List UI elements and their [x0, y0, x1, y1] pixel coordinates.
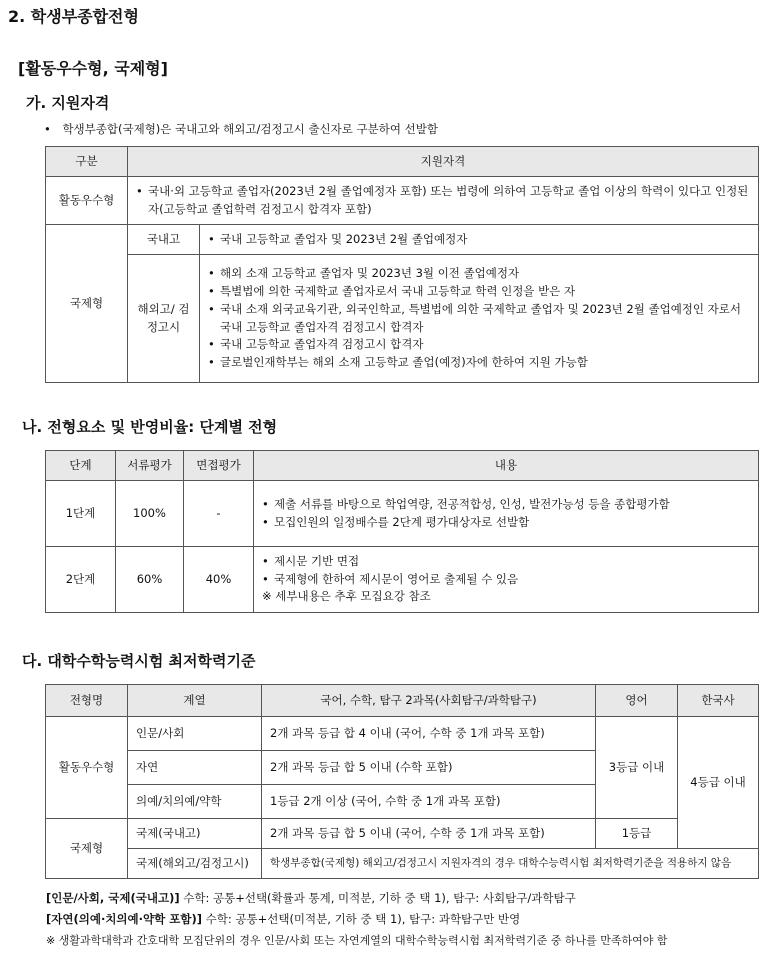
- stage-header-doc: 서류평가: [116, 451, 184, 481]
- csat-header-track: 전형명: [46, 685, 128, 717]
- eligibility-header-qualification: 지원자격: [128, 147, 759, 177]
- csat-core: 2개 과목 등급 합 5 이내 (국어, 수학 중 1개 과목 포함): [262, 819, 596, 849]
- eligibility-activity-cell: [128, 177, 759, 225]
- csat-history: 4등급 이내: [678, 717, 759, 849]
- csat-english-activity: 3등급 이내: [596, 717, 678, 819]
- bullet-icon: •: [44, 122, 51, 136]
- csat-field: 인문/사회: [128, 717, 262, 751]
- stage-1-doc: 100%: [116, 481, 184, 547]
- csat-field: 자연: [128, 751, 262, 785]
- csat-activity-label: 활동우수형: [46, 717, 128, 819]
- page-subtitle: [활동우수형, 국제형]: [18, 59, 168, 78]
- csat-note-1-label: [인문/사회, 국제(국내고)]: [46, 891, 180, 905]
- section-b-heading: 나. 전형요소 및 반영비율: 단계별 전형: [22, 418, 278, 436]
- stage-table: [45, 450, 759, 613]
- stage-header-stage: 단계: [46, 451, 116, 481]
- eligibility-intl-label: 국제형: [46, 225, 128, 383]
- eligibility-activity-label: 활동우수형: [46, 177, 128, 225]
- stage-2-item: • 제시문 기반 면접: [262, 553, 750, 571]
- stage-1-content: [254, 481, 759, 547]
- section-a-heading: 가. 지원자격: [26, 94, 110, 112]
- csat-core: 학생부종합(국제형) 해외고/검정고시 지원자격의 경우 대학수능력시험 최저학력기준을 적용하지 않음: [262, 849, 759, 879]
- stage-2-content: [254, 547, 759, 613]
- eligibility-overseas-item: • 글로벌인재학부는 해외 소재 고등학교 졸업(예정)자에 한하여 지원 가능함: [208, 354, 750, 372]
- csat-header-english: 영어: [596, 685, 678, 717]
- csat-field: 국제(해외고/검정고시): [128, 849, 262, 879]
- csat-core: 1등급 2개 이상 (국어, 수학 중 1개 과목 포함): [262, 785, 596, 819]
- eligibility-overseas-item: • 국내 고등학교 졸업자격 검정고시 합격자: [208, 336, 750, 354]
- csat-header-field: 계열: [128, 685, 262, 717]
- csat-header-core: 국어, 수학, 탐구 2과목(사회탐구/과학탐구): [262, 685, 596, 717]
- stage-1-item: • 제출 서류를 바탕으로 학업역량, 전공적합성, 인성, 발전가능성 등을 종합평가함: [262, 496, 750, 514]
- eligibility-domestic-label: 국내고: [128, 225, 200, 255]
- section-a-bullet: [44, 121, 438, 137]
- eligibility-overseas-label: 해외고/ 검정고시: [128, 255, 200, 383]
- csat-core: 2개 과목 등급 합 5 이내 (수학 포함): [262, 751, 596, 785]
- csat-note-2-text: 수학: 공통+선택(미적분, 기하 중 택 1), 탐구: 과학탐구만 반영: [201, 912, 521, 926]
- eligibility-overseas-item: • 국내 소재 외국교육기관, 외국인학교, 특별법에 의한 국제학교 졸업자 및 2023년 2월 졸업예정인 자로서 국내 고등학교 졸업자격 검정고시 합격자: [208, 301, 750, 337]
- csat-intl-label: 국제형: [46, 819, 128, 879]
- stage-2-item: • 국제형에 한하여 제시문이 영어로 출제될 수 있음: [262, 571, 750, 589]
- eligibility-header-category: 구분: [46, 147, 128, 177]
- stage-2-interview: 40%: [184, 547, 254, 613]
- stage-header-content: 내용: [254, 451, 759, 481]
- stage-1-item: • 모집인원의 일정배수를 2단계 평가대상자로 선발함: [262, 514, 750, 532]
- eligibility-table: [45, 146, 759, 383]
- csat-table: [45, 684, 759, 879]
- eligibility-domestic-item: • 국내 고등학교 졸업자 및 2023년 2월 졸업예정자: [208, 231, 750, 249]
- section-c-heading: 다. 대학수학능력시험 최저학력기준: [22, 652, 256, 670]
- csat-field: 국제(국내고): [128, 819, 262, 849]
- csat-note-2-label: [자연(의예·치의예·약학 포함)]: [46, 912, 202, 926]
- eligibility-activity-item: • 국내·외 고등학교 졸업자(2023년 2월 졸업예정자 포함) 또는 법령에 의하여 고등학교 졸업 이상의 학력이 있다고 인정된 자(고등학교 졸업학력 검정고시 합격자 포함): [136, 183, 750, 219]
- csat-note-1: [46, 890, 576, 906]
- stage-1-interview: -: [184, 481, 254, 547]
- page-title: 2. 학생부종합전형: [8, 7, 139, 26]
- eligibility-overseas-item: • 특별법에 의한 국제학교 졸업자로서 국내 고등학교 학력 인정을 받은 자: [208, 283, 750, 301]
- csat-note-1-text: 수학: 공통+선택(확률과 통계, 미적분, 기하 중 택 1), 탐구: 사회탐구/과학탐구: [179, 891, 576, 905]
- stage-2-label: 2단계: [46, 547, 116, 613]
- section-a-bullet-text: 학생부종합(국제형)은 국내고와 해외고/검정고시 출신자로 구분하여 선발함: [62, 122, 438, 136]
- csat-english-intl: 1등급: [596, 819, 678, 849]
- stage-1-label: 1단계: [46, 481, 116, 547]
- eligibility-domestic-cell: [200, 225, 759, 255]
- csat-note-2: [46, 911, 520, 927]
- eligibility-overseas-item: • 해외 소재 고등학교 졸업자 및 2023년 3월 이전 졸업예정자: [208, 265, 750, 283]
- eligibility-overseas-cell: [200, 255, 759, 383]
- stage-header-interview: 면접평가: [184, 451, 254, 481]
- csat-note-3: ※ 생활과학대학과 간호대학 모집단위의 경우 인문/사회 또는 자연계열의 대학수학능력시험 최저학력기준 중 하나를 만족하여야 함: [46, 934, 668, 947]
- csat-field: 의예/치의예/약학: [128, 785, 262, 819]
- csat-core: 2개 과목 등급 합 4 이내 (국어, 수학 중 1개 과목 포함): [262, 717, 596, 751]
- csat-header-history: 한국사: [678, 685, 759, 717]
- stage-2-note: ※ 세부내용은 추후 모집요강 참조: [262, 589, 431, 604]
- stage-2-doc: 60%: [116, 547, 184, 613]
